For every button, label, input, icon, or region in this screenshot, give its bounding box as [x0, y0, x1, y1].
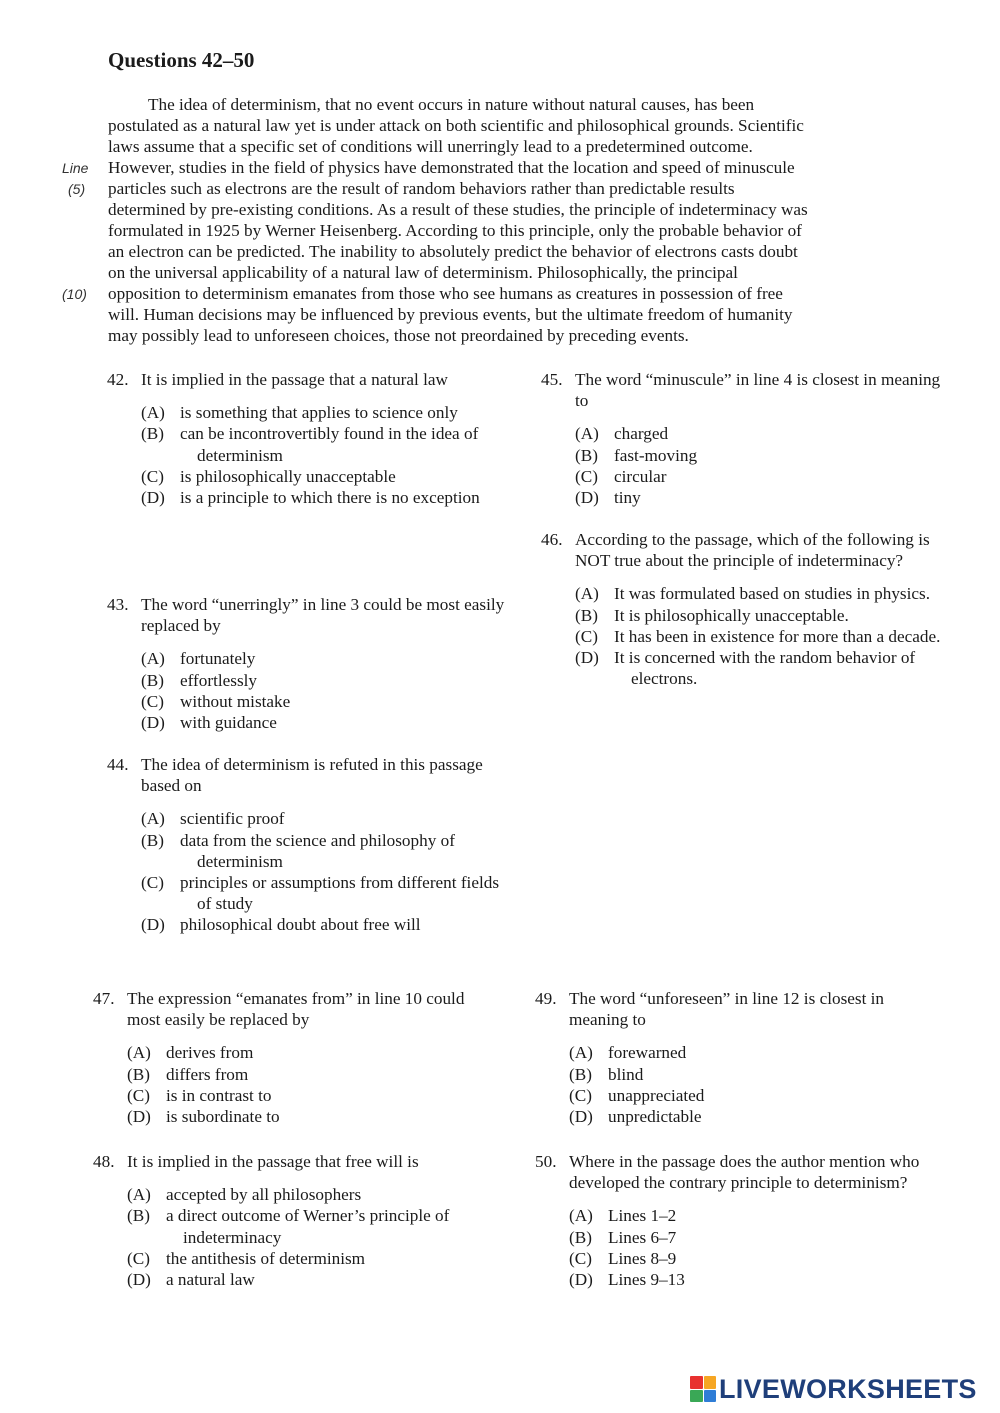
option-label: (B) [569, 1064, 592, 1084]
question-number: 44. [107, 755, 129, 774]
question-49 [535, 988, 935, 1127]
option-c[interactable] [569, 1248, 935, 1269]
passage-line: will. Human decisions may be influenced by previous events, but the ultimate freedom of humanity [108, 305, 793, 324]
passage-line: on the universal applicability of a natural law of determinism. Philosophically, the principal [108, 263, 738, 282]
option-c[interactable] [141, 872, 507, 914]
option-label: (D) [569, 1107, 593, 1127]
option-text: differs from [166, 1064, 249, 1084]
option-b[interactable] [141, 830, 507, 872]
option-label: (D) [141, 488, 165, 508]
logo-square [690, 1376, 703, 1389]
option-text: derives from [166, 1043, 254, 1063]
option-d[interactable] [575, 647, 941, 689]
option-text: It is philosophically unacceptable. [614, 605, 849, 625]
option-text: unpredictable [608, 1107, 702, 1127]
option-label: (C) [575, 626, 598, 646]
option-label: (B) [127, 1064, 150, 1084]
option-b[interactable] [575, 605, 941, 626]
option-text: Lines 1–2 [608, 1206, 677, 1226]
option-d[interactable] [569, 1269, 935, 1290]
question-44 [107, 754, 507, 936]
option-text: Lines 8–9 [608, 1248, 677, 1268]
question-number: 48. [93, 1152, 115, 1171]
passage-line: The idea of determinism, that no event occurs in nature without natural causes, has been [148, 95, 755, 114]
option-text: a natural law [166, 1270, 255, 1290]
option-text: the antithesis of determinism [166, 1248, 366, 1268]
option-c[interactable] [569, 1085, 935, 1106]
option-a[interactable] [569, 1042, 935, 1063]
option-label: (C) [127, 1248, 150, 1268]
option-label: (C) [569, 1248, 592, 1268]
option-d[interactable] [127, 1269, 493, 1290]
option-label: (B) [569, 1227, 592, 1247]
passage-line: postulated as a natural law yet is under attack on both scientific and philosophical grounds. Scientific [108, 116, 804, 135]
option-d[interactable] [575, 487, 941, 508]
option-label: (A) [141, 809, 165, 829]
question-number: 43. [107, 595, 129, 614]
question-stem: The word “minuscule” in line 4 is closest in meaning to [575, 370, 941, 411]
question-50 [535, 1151, 935, 1290]
option-a[interactable] [569, 1205, 935, 1226]
line-marker: (5) [68, 181, 86, 197]
option-label: (D) [575, 648, 599, 668]
option-label: (C) [569, 1085, 592, 1105]
question-number: 50. [535, 1152, 557, 1171]
option-a[interactable] [141, 808, 507, 829]
option-label: (A) [127, 1185, 151, 1205]
option-label: (C) [141, 466, 164, 486]
option-text: It was formulated based on studies in physics. [614, 584, 931, 604]
option-a[interactable] [127, 1184, 493, 1205]
option-label: (A) [575, 424, 599, 444]
option-b[interactable] [141, 423, 507, 465]
option-b[interactable] [569, 1064, 935, 1085]
question-42 [107, 369, 507, 508]
option-label: (D) [575, 488, 599, 508]
option-c[interactable] [141, 466, 507, 487]
question-stem: It is implied in the passage that free will is [127, 1152, 419, 1171]
option-text: forewarned [608, 1043, 687, 1063]
question-47 [93, 988, 493, 1127]
option-text: charged [614, 424, 669, 444]
logo-text: LIVEWORKSHEETS [719, 1373, 977, 1404]
question-stem: The word “unforeseen” in line 12 is closest in meaning to [569, 989, 885, 1030]
option-text: a direct outcome of Werner’s principle of indeterminacy [166, 1206, 450, 1247]
option-label: (C) [575, 466, 598, 486]
line-marker: (10) [62, 286, 87, 302]
option-c[interactable] [575, 466, 941, 487]
passage-line: particles such as electrons are the result of random behaviors rather than predictable results [108, 179, 735, 198]
option-a[interactable] [575, 583, 941, 604]
option-d[interactable] [127, 1106, 493, 1127]
question-46 [541, 529, 941, 689]
option-d[interactable] [569, 1106, 935, 1127]
question-45 [541, 369, 941, 508]
option-b[interactable] [127, 1205, 493, 1247]
option-text: data from the science and philosophy of determinism [180, 830, 455, 871]
option-text: fast-moving [614, 445, 698, 465]
logo-mark-icon [690, 1376, 716, 1402]
option-label: (D) [141, 915, 165, 935]
logo-square [704, 1376, 717, 1389]
option-a[interactable] [127, 1042, 493, 1063]
option-text: accepted by all philosophers [166, 1185, 362, 1205]
option-b[interactable] [141, 670, 507, 691]
passage-line: laws assume that a specific set of conditions will unerringly lead to a predetermined outcome. [108, 137, 753, 156]
option-label: (B) [141, 424, 164, 444]
logo-square [690, 1390, 703, 1403]
question-stem: The expression “emanates from” in line 10 could most easily be replaced by [127, 989, 465, 1030]
option-label: (B) [127, 1206, 150, 1226]
option-label: (B) [575, 445, 598, 465]
option-d[interactable] [141, 487, 507, 508]
option-label: (D) [141, 713, 165, 733]
option-text: principles or assumptions from different fields of study [180, 873, 500, 914]
option-c[interactable] [141, 691, 507, 712]
option-label: (D) [127, 1107, 151, 1127]
option-text: unappreciated [608, 1085, 705, 1105]
question-number: 45. [541, 370, 563, 389]
option-text: can be incontrovertibly found in the idea of determinism [180, 424, 479, 465]
option-label: (A) [569, 1206, 593, 1226]
option-b[interactable] [569, 1227, 935, 1248]
option-text: fortunately [180, 649, 256, 669]
option-c[interactable] [127, 1085, 493, 1106]
option-text: circular [614, 466, 667, 486]
option-b[interactable] [575, 445, 941, 466]
option-label: (A) [141, 649, 165, 669]
question-stem: According to the passage, which of the following is NOT true about the principle of indeterminacy? [575, 530, 930, 571]
question-stem: It is implied in the passage that a natural law [141, 370, 448, 389]
option-text: is subordinate to [166, 1107, 280, 1127]
option-label: (A) [575, 584, 599, 604]
option-text: It is concerned with the random behavior of electrons. [614, 648, 916, 689]
option-text: effortlessly [180, 670, 258, 690]
option-label: (C) [141, 873, 164, 893]
question-number: 42. [107, 370, 129, 389]
passage-line: formulated in 1925 by Werner Heisenberg. According to this principle, only the probable behavior of [108, 221, 802, 240]
question-number: 47. [93, 989, 115, 1008]
option-label: (B) [575, 605, 598, 625]
question-43 [107, 594, 507, 733]
option-label: (C) [141, 691, 164, 711]
option-c[interactable] [127, 1248, 493, 1269]
option-text: with guidance [180, 713, 277, 733]
option-text: Lines 9–13 [608, 1270, 685, 1290]
option-label: (A) [569, 1043, 593, 1063]
option-label: (A) [127, 1043, 151, 1063]
passage-line: opposition to determinism emanates from those who see humans as creatures in possession of free [108, 284, 783, 303]
option-d[interactable] [141, 914, 507, 935]
page-title: Questions 42–50 [108, 48, 255, 72]
option-text: is philosophically unacceptable [180, 466, 396, 486]
option-text: Lines 6–7 [608, 1227, 677, 1247]
option-text: is a principle to which there is no exception [180, 488, 480, 508]
option-text: is something that applies to science only [180, 403, 458, 423]
option-b[interactable] [127, 1064, 493, 1085]
passage-line: an electron can be predicted. The inability to absolutely predict the behavior of electrons casts doubt [108, 242, 798, 261]
option-text: blind [608, 1064, 644, 1084]
option-label: (D) [127, 1270, 151, 1290]
question-48 [93, 1151, 493, 1290]
logo-square [704, 1390, 717, 1403]
option-label: (D) [569, 1270, 593, 1290]
option-a[interactable] [141, 648, 507, 669]
option-text: without mistake [180, 691, 291, 711]
option-a[interactable] [141, 402, 507, 423]
option-d[interactable] [141, 712, 507, 733]
option-c[interactable] [575, 626, 941, 647]
question-stem: Where in the passage does the author mention who developed the contrary principle to determinism? [569, 1152, 920, 1193]
option-label: (A) [141, 403, 165, 423]
question-stem: The idea of determinism is refuted in this passage based on [141, 755, 483, 796]
option-text: philosophical doubt about free will [180, 915, 421, 935]
passage-line: However, studies in the field of physics have demonstrated that the location and speed of minuscule [108, 158, 795, 177]
liveworksheets-logo[interactable] [690, 1372, 977, 1406]
option-label: (C) [127, 1085, 150, 1105]
option-text: It has been in existence for more than a decade. [614, 626, 941, 646]
option-text: is in contrast to [166, 1085, 272, 1105]
option-a[interactable] [575, 423, 941, 444]
passage-line: may possibly lead to unforeseen choices, those not preordained by preceding events. [108, 326, 689, 345]
option-label: (B) [141, 670, 164, 690]
option-text: tiny [614, 488, 641, 508]
passage-line: determined by pre-existing conditions. As a result of these studies, the principle of indeterminacy was [108, 200, 808, 219]
question-number: 46. [541, 530, 563, 549]
line-marker: Line [62, 160, 89, 176]
question-stem: The word “unerringly” in line 3 could be most easily replaced by [141, 595, 505, 636]
option-label: (B) [141, 830, 164, 850]
option-text: scientific proof [180, 809, 285, 829]
question-number: 49. [535, 989, 557, 1008]
